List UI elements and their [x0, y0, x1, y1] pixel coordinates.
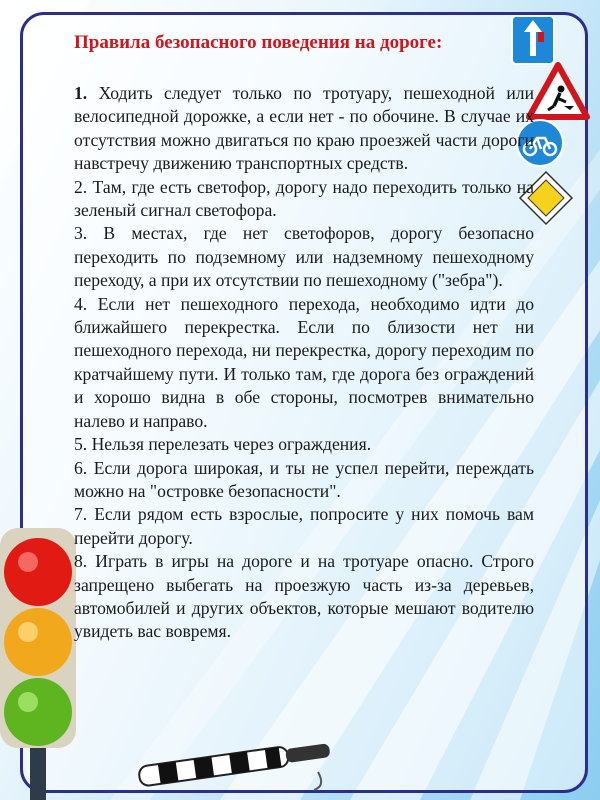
rule-item	[74, 550, 534, 644]
rule-number: 4.	[74, 293, 88, 314]
rule-item	[74, 433, 534, 456]
rule-text: В местах, где нет светофоров, дорогу безопасно переходить по подземному или надземному пешеходному переходу, а при их отсутствии по пешеходному ("зебра").	[74, 223, 534, 291]
rule-text: Если рядом есть взрослые, попросите у них помочь вам перейти дорогу.	[74, 504, 534, 548]
rule-number: 8.	[74, 551, 88, 572]
rule-text: Ходить следует только по тротуару, пешеходной или велосипедной дорожке, а если нет - по обочине. В случае их отсутствия можно двигаться по краю проезжей части дороги навстречу движению транспортных средств.	[74, 83, 534, 174]
rule-text: Там, где есть светофор, дорогу надо переходить только на зеленый сигнал светофора.	[74, 176, 534, 221]
rule-item	[74, 176, 534, 223]
road-works-sign-icon	[526, 62, 590, 120]
rule-number: 1.	[74, 83, 88, 103]
rule-text: Нельзя перелезать через ограждения.	[87, 434, 372, 455]
rule-number: 5.	[74, 434, 88, 455]
rule-number: 6.	[74, 457, 88, 478]
rule-item	[74, 503, 534, 550]
rule-text: Если нет пешеходного перехода, необходимо идти до ближайшего перекрестка. Если по близости нет ни пешеходного перехода, ни перекрестка, дорогу переходим по кратчайшему пути. И только там, где дорога без ограждений и хорошо видна в обе стороны, посмотрев внимательно налево и направо.	[74, 293, 534, 431]
rule-number: 2.	[74, 176, 88, 197]
page-title: Правила безопасного поведения на дороге:	[74, 32, 443, 53]
rule-item	[74, 222, 534, 292]
rule-item	[74, 293, 534, 433]
rule-text: Если дорога широкая, и ты не успел перейти, переждать можно на "островке безопасности".	[74, 457, 534, 501]
rule-item	[74, 82, 534, 176]
rule-number: 3.	[74, 223, 88, 244]
rules-content	[74, 32, 534, 644]
rule-number: 7.	[74, 504, 88, 525]
traffic-baton-icon	[130, 730, 340, 792]
rule-text: Играть в игры на дороге и на тротуаре опасно. Строго запрещено выбегать на проезжую часть из-за деревьев, автомобилей и других объектов, которые мешают водителю увидеть вас вовремя.	[74, 551, 534, 642]
rule-item	[74, 457, 534, 504]
